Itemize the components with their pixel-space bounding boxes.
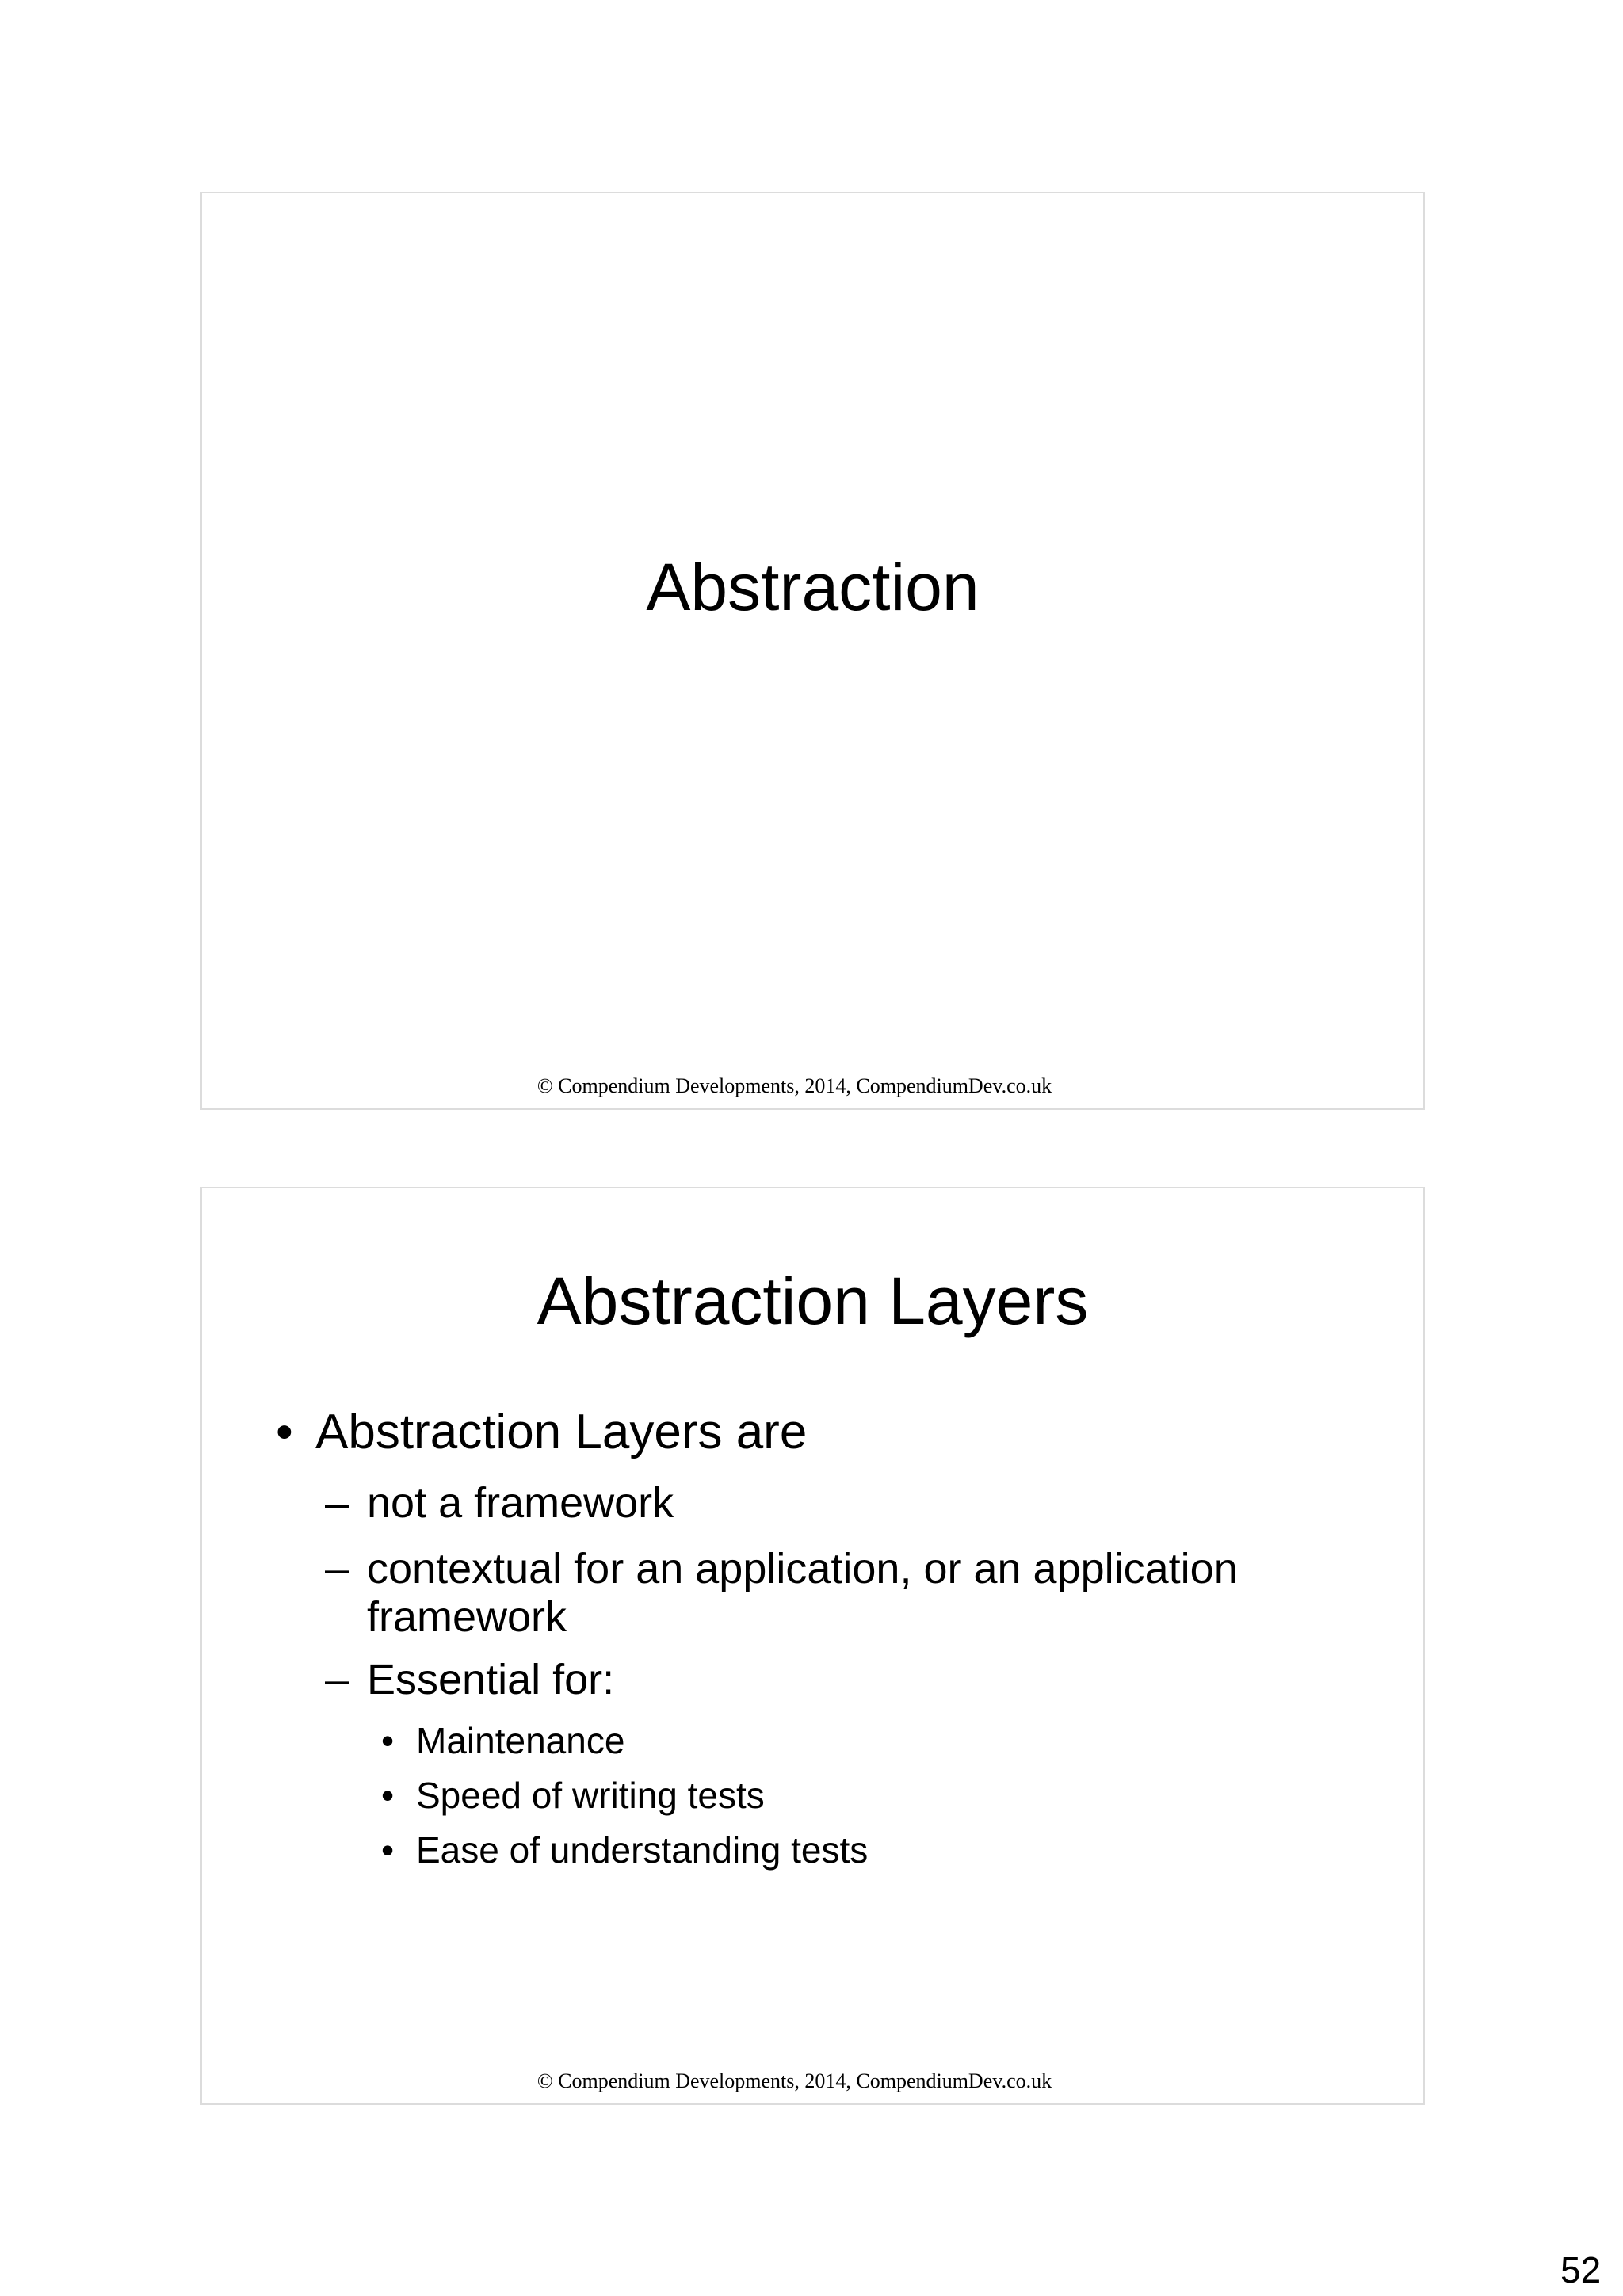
slide-abstraction-layers bbox=[200, 1187, 1425, 2105]
sub-sub-item-text: Speed of writing tests bbox=[416, 1775, 765, 1816]
bullet-icon: • bbox=[381, 1775, 395, 1816]
slide-abstraction bbox=[200, 192, 1425, 1110]
slide-footer: © Compendium Developments, 2014, CompendiumDev.co.uk bbox=[537, 2069, 1052, 2092]
slide-title: Abstraction Layers bbox=[537, 1264, 1089, 1338]
dash-icon: – bbox=[325, 1479, 349, 1527]
sub-sub-item-text: Ease of understanding tests bbox=[416, 1829, 869, 1871]
bullet-icon: • bbox=[381, 1829, 395, 1871]
sub-item-text: contextual for an application, or an application framework bbox=[367, 1545, 1238, 1641]
slide-footer: © Compendium Developments, 2014, CompendiumDev.co.uk bbox=[537, 1074, 1052, 1097]
dash-icon: – bbox=[325, 1656, 349, 1703]
sub-sub-item-text: Maintenance bbox=[416, 1720, 625, 1761]
page-number: 52 bbox=[1560, 2249, 1602, 2290]
slide-title: Abstraction bbox=[646, 550, 980, 624]
dash-icon: – bbox=[325, 1545, 349, 1592]
sub-item-text: not a framework bbox=[367, 1479, 674, 1527]
sub-item-text: Essential for: bbox=[367, 1656, 615, 1703]
bullet-icon: • bbox=[381, 1720, 395, 1761]
bullet-icon: • bbox=[276, 1405, 293, 1459]
bullet-text: Abstraction Layers are bbox=[315, 1405, 808, 1459]
